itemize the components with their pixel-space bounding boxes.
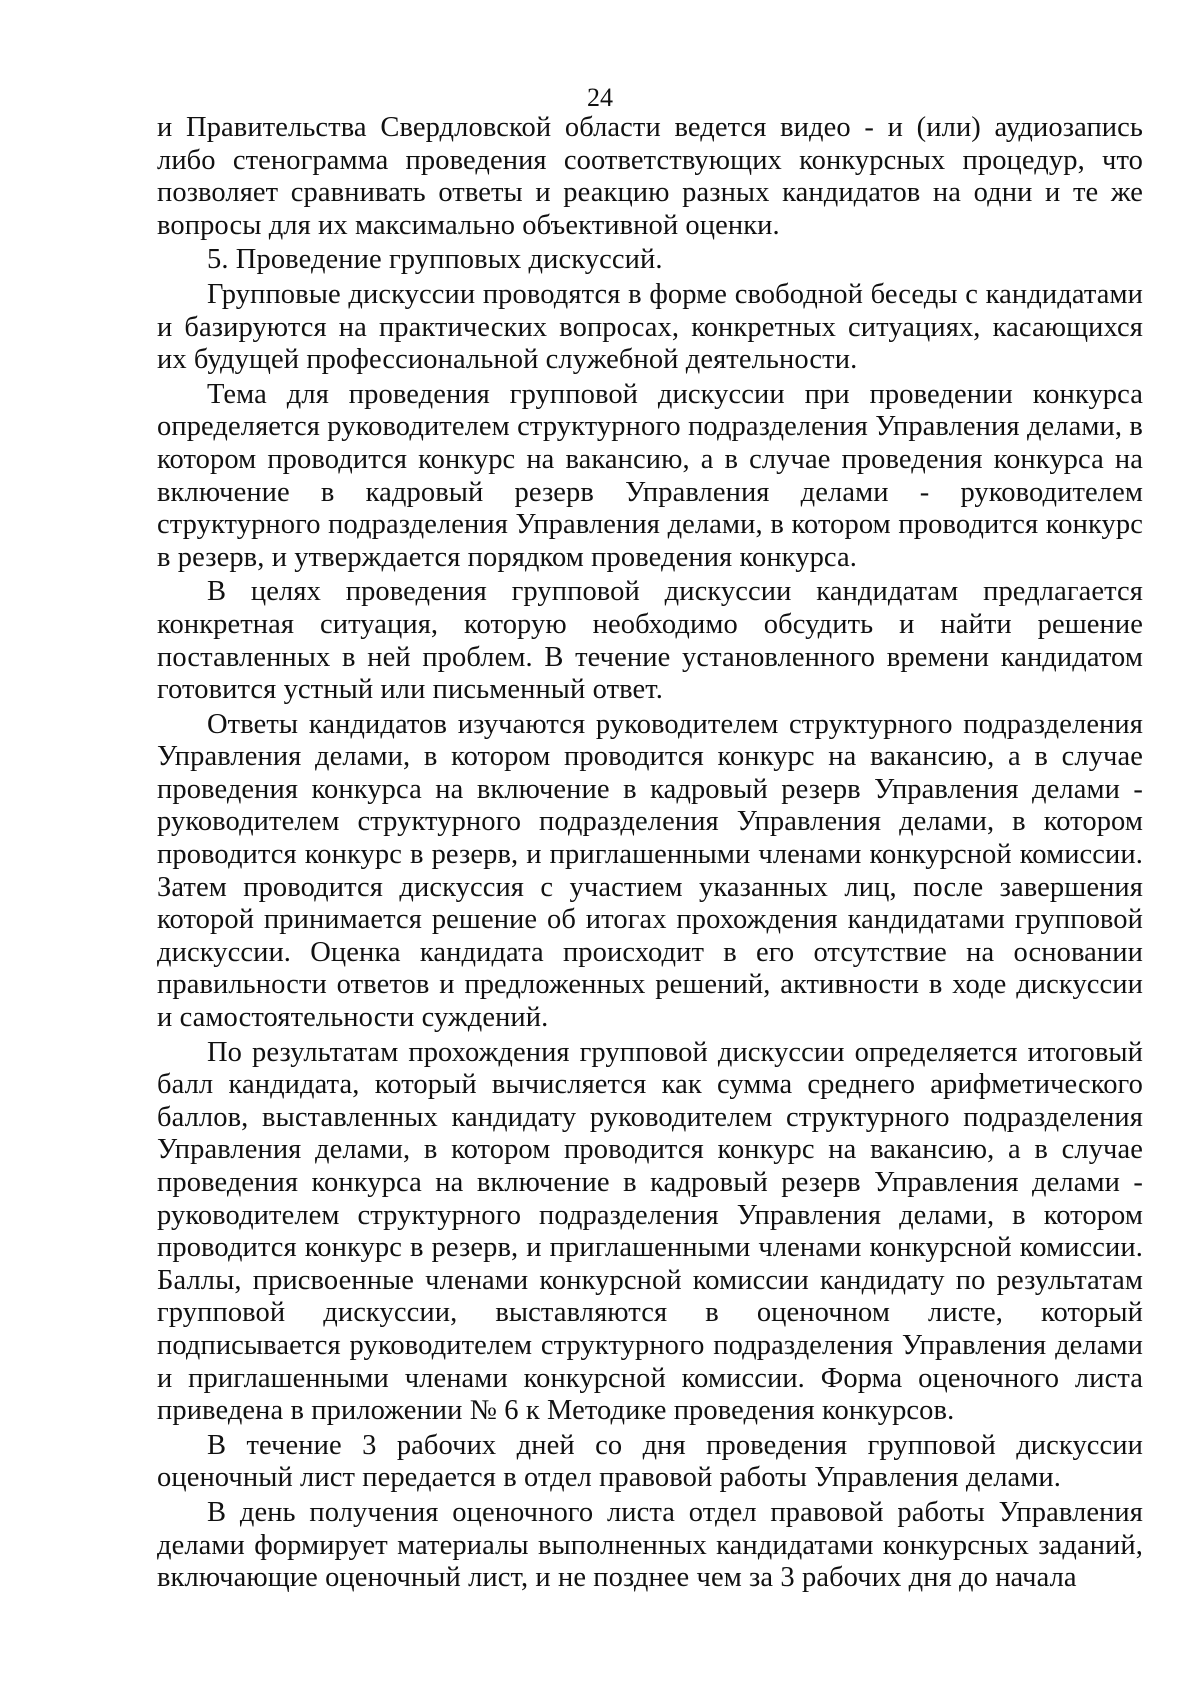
- paragraph: Тема для проведения групповой дискуссии при проведении конкурса определяется руководителем структурного подразделения Управления делами, в котором проводится конкурс на вакансию, а в случае проведения конкурса на включение в кадровый резерв Управления делами - руководителем структурного подразделения Управления делами, в котором проводится конкурс в резерв, и утверждается порядком проведения конкурса.: [157, 378, 1143, 573]
- page-number: 24: [587, 83, 613, 112]
- paragraph: Ответы кандидатов изучаются руководителем структурного подразделения Управления делами, в котором проводится конкурс на вакансию, а в случае проведения конкурса на включение в кадровый резерв Управления делами - руководителем структурного подразделения Управления делами, в котором проводится конкурс в резерв, и приглашенными членами конкурсной комиссии. Затем проводится дискуссия с участием указанных лиц, после завершения которой принимается решение об итогах прохождения кандидатами групповой дискуссии. Оценка кандидата происходит в его отсутствие на основании правильности ответов и предложенных решений, активности в ходе дискуссии и самостоятельности суждений.: [157, 708, 1143, 1034]
- paragraph: В целях проведения групповой дискуссии кандидатам предлагается конкретная ситуация, которую необходимо обсудить и найти решение поставленных в ней проблем. В течение установленного времени кандидатом готовится устный или письменный ответ.: [157, 576, 1143, 706]
- paragraph: В день получения оценочного листа отдел правовой работы Управления делами формирует материалы выполненных кандидатами конкурсных заданий, включающие оценочный лист, и не позднее чем за 3 рабочих дня до начала: [157, 1496, 1143, 1594]
- paragraph: В течение 3 рабочих дней со дня проведения групповой дискуссии оценочный лист передается в отдел правовой работы Управления делами.: [157, 1429, 1143, 1494]
- paragraph: По результатам прохождения групповой дискуссии определяется итоговый балл кандидата, который вычисляется как сумма среднего арифметического баллов, выставленных кандидату руководителем структурного подразделения Управления делами, в котором проводится конкурс на вакансию, а в случае проведения конкурса на включение в кадровый резерв Управления делами - руководителем структурного подразделения Управления делами, в котором проводится конкурс в резерв, и приглашенными членами конкурсной комиссии. Баллы, присвоенные членами конкурсной комиссии кандидату по результатам групповой дискуссии, выставляются в оценочном листе, который подписывается руководителем структурного подразделения Управления делами и приглашенными членами конкурсной комиссии. Форма оценочного листа приведена в приложении № 6 к Методике проведения конкурсов.: [157, 1036, 1143, 1427]
- paragraph: Групповые дискуссии проводятся в форме свободной беседы с кандидатами и базируются на практических вопросах, конкретных ситуациях, касающихся их будущей профессиональной служебной деятельности.: [157, 278, 1143, 376]
- document-body: [157, 112, 1143, 1595]
- paragraph-continuation: и Правительства Свердловской области ведется видео - и (или) аудиозапись либо стенограмма проведения соответствующих конкурсных процедур, что позволяет сравнивать ответы и реакцию разных кандидатов на одни и те же вопросы для их максимально объективной оценки.: [157, 112, 1143, 241]
- section-heading-group-discussions: 5. Проведение групповых дискуссий.: [207, 244, 663, 276]
